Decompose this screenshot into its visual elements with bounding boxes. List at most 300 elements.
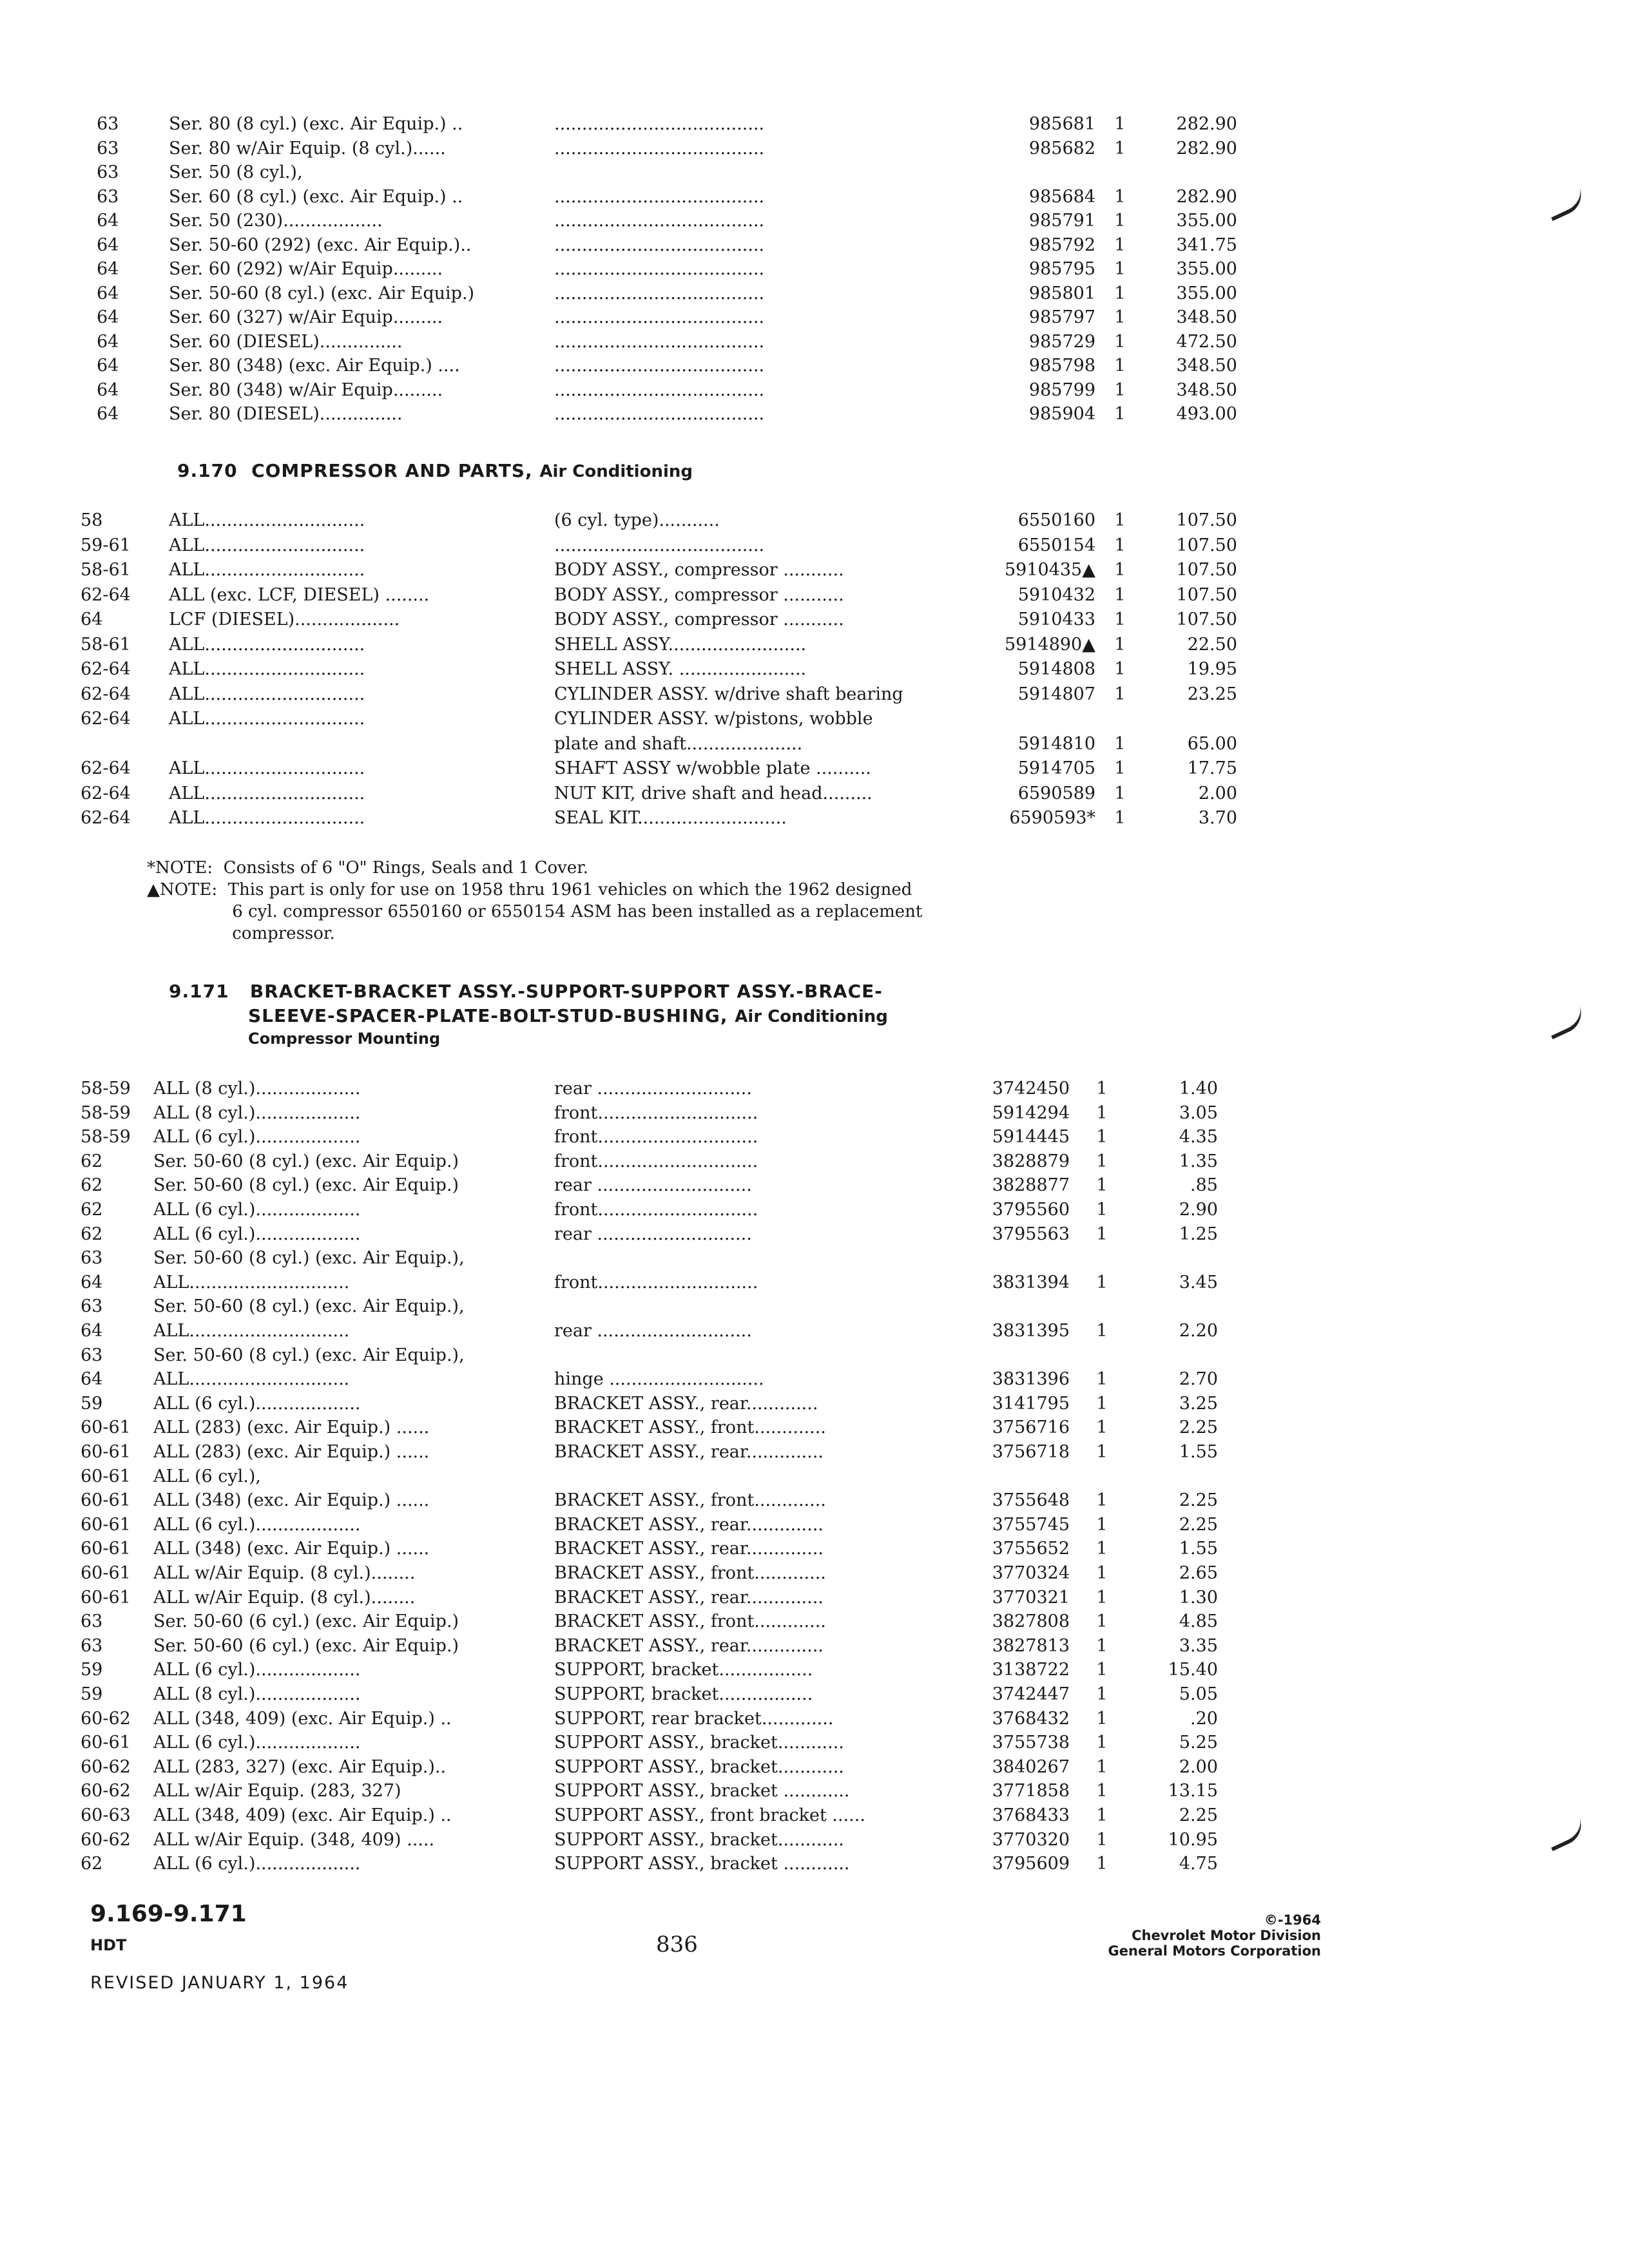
- table-row: [0, 683, 1629, 706]
- price-cell: 2.25: [1179, 1805, 1218, 1825]
- year-cell: 59: [81, 1393, 103, 1414]
- part-number-cell: 3771858: [992, 1781, 1070, 1802]
- price-cell: 5.25: [1179, 1733, 1218, 1753]
- quantity-cell: 1: [1096, 1781, 1108, 1802]
- quantity-cell: 1: [1096, 1733, 1108, 1753]
- part-number-cell: 5914808: [1017, 659, 1095, 679]
- year-cell: 63: [81, 1248, 103, 1269]
- quantity-cell: 1: [1096, 1321, 1108, 1341]
- part-number-cell: 985799: [1028, 380, 1095, 400]
- quantity-cell: 1: [1096, 1805, 1108, 1825]
- part-number-cell: 3828877: [992, 1175, 1070, 1196]
- description-cell: front.............................: [554, 1272, 758, 1293]
- price-cell: 282.90: [1176, 138, 1237, 159]
- price-cell: 348.50: [1176, 380, 1237, 400]
- table-row: [0, 509, 1629, 532]
- year-cell: 64: [81, 1321, 103, 1341]
- price-cell: 493.00: [1176, 404, 1237, 424]
- model-cell: ALL (exc. LCF, DIESEL) ........: [169, 584, 430, 605]
- year-cell: 60-61: [81, 1442, 131, 1462]
- part-number-cell: 985797: [1028, 307, 1095, 327]
- note-line: *NOTE: Consists of 6 "O" Rings, Seals and 1 Cover.: [147, 858, 589, 878]
- model-cell: ALL (348) (exc. Air Equip.) ......: [153, 1490, 430, 1511]
- description-cell: rear ............................: [554, 1175, 752, 1196]
- price-cell: .20: [1190, 1708, 1218, 1729]
- part-number-cell: 6550160: [1017, 510, 1095, 530]
- part-number-cell: 3141795: [992, 1393, 1070, 1414]
- price-cell: 5.05: [1179, 1684, 1218, 1704]
- quantity-cell: 1: [1114, 510, 1126, 530]
- section-number: 9.170: [177, 460, 238, 481]
- description-cell: rear ............................: [554, 1224, 752, 1244]
- year-cell: 60-61: [81, 1733, 131, 1753]
- year-cell: 63: [81, 1611, 103, 1632]
- model-cell: Ser. 50-60 (8 cyl.) (exc. Air Equip.),: [153, 1296, 465, 1317]
- model-cell: ALL.............................: [169, 709, 365, 729]
- description-cell: SEAL KIT...........................: [554, 808, 787, 828]
- table-row: [0, 584, 1629, 607]
- year-cell: 60-61: [81, 1514, 131, 1535]
- quantity-cell: 1: [1114, 307, 1126, 327]
- quantity-cell: 1: [1096, 1151, 1108, 1171]
- table-row: [0, 1731, 1629, 1754]
- price-cell: 3.05: [1179, 1102, 1218, 1123]
- price-cell: 2.65: [1179, 1563, 1218, 1583]
- table-row: [0, 1223, 1629, 1246]
- part-number-cell: 5914705: [1017, 758, 1095, 778]
- model-cell: ALL (348, 409) (exc. Air Equip.) ..: [153, 1805, 452, 1825]
- table-row: [0, 1537, 1629, 1561]
- model-cell: ALL (348) (exc. Air Equip.) ......: [153, 1539, 430, 1559]
- model-cell: Ser. 60 (8 cyl.) (exc. Air Equip.) ..: [169, 186, 463, 207]
- table-row: [0, 161, 1629, 184]
- part-number-cell: 3755738: [992, 1733, 1070, 1753]
- table-row: [0, 1465, 1629, 1488]
- quantity-cell: 1: [1114, 560, 1126, 580]
- description-cell: SUPPORT ASSY., front bracket ......: [554, 1805, 865, 1825]
- year-cell: 63: [81, 1345, 103, 1365]
- description-cell: BRACKET ASSY., rear.............: [554, 1393, 818, 1414]
- model-cell: ALL.............................: [169, 510, 365, 530]
- table-row: [0, 1707, 1629, 1731]
- year-cell: 63: [81, 1296, 103, 1317]
- quantity-cell: 1: [1114, 331, 1126, 352]
- quantity-cell: 1: [1096, 1587, 1108, 1608]
- part-number-cell: 985795: [1028, 259, 1095, 279]
- price-cell: 348.50: [1176, 356, 1237, 376]
- year-cell: 62-64: [81, 584, 131, 605]
- model-cell: Ser. 80 (348) w/Air Equip.........: [169, 380, 443, 400]
- model-cell: ALL (6 cyl.)...................: [153, 1393, 361, 1414]
- quantity-cell: 1: [1114, 380, 1126, 400]
- part-number-cell: 3831395: [992, 1321, 1070, 1341]
- price-cell: 65.00: [1187, 733, 1237, 754]
- model-cell: ALL (6 cyl.)...................: [153, 1224, 361, 1244]
- section-171-heading-line1: [169, 981, 883, 1002]
- description-cell: front.............................: [554, 1127, 758, 1148]
- part-number-cell: 3795563: [992, 1224, 1070, 1244]
- table-row: [0, 1392, 1629, 1416]
- year-cell: 59: [81, 1684, 103, 1704]
- year-cell: 64: [97, 307, 119, 327]
- description-cell: NUT KIT, drive shaft and head.........: [554, 783, 872, 803]
- quantity-cell: 1: [1114, 808, 1126, 828]
- revised-date: REVISED JANUARY 1, 1964: [90, 1973, 349, 1993]
- table-row: [0, 1852, 1629, 1876]
- year-cell: 63: [97, 114, 119, 134]
- model-cell: ALL (6 cyl.)...................: [153, 1127, 361, 1148]
- table-row: [0, 1489, 1629, 1512]
- quantity-cell: 1: [1096, 1175, 1108, 1196]
- year-cell: 60-61: [81, 1539, 131, 1559]
- model-cell: ALL w/Air Equip. (348, 409) .....: [153, 1829, 435, 1850]
- price-cell: 2.00: [1198, 783, 1237, 803]
- part-number-cell: 985729: [1028, 331, 1095, 352]
- table-row: [0, 1635, 1629, 1658]
- year-cell: 64: [97, 283, 119, 303]
- part-number-cell: 5914890▲: [1004, 634, 1095, 655]
- part-number-cell: 5914294: [992, 1102, 1070, 1123]
- quantity-cell: 1: [1114, 783, 1126, 803]
- model-cell: Ser. 50-60 (8 cyl.) (exc. Air Equip.),: [153, 1248, 465, 1269]
- model-cell: ALL (283) (exc. Air Equip.) ......: [153, 1442, 430, 1462]
- part-number-cell: 3756718: [992, 1442, 1070, 1462]
- table-row: [0, 1514, 1629, 1537]
- description-cell: SUPPORT ASSY., bracket............: [554, 1733, 844, 1753]
- quantity-cell: 1: [1114, 684, 1126, 704]
- table-row: [0, 1683, 1629, 1706]
- year-cell: 58: [81, 510, 103, 530]
- description-cell: SUPPORT ASSY., bracket............: [554, 1756, 844, 1777]
- table-row: [0, 234, 1629, 257]
- description-cell: CYLINDER ASSY. w/pistons, wobble: [554, 709, 873, 729]
- model-cell: ALL (6 cyl.)...................: [153, 1200, 361, 1220]
- part-number-cell: 3138722: [992, 1660, 1070, 1680]
- part-number-cell: 3795560: [992, 1200, 1070, 1220]
- description-cell: rear ............................: [554, 1321, 752, 1341]
- part-number-cell: 3770324: [992, 1563, 1070, 1583]
- year-cell: 58-61: [81, 560, 131, 580]
- table-row: [0, 757, 1629, 780]
- part-number-cell: 985801: [1028, 283, 1095, 303]
- year-cell: 60-61: [81, 1490, 131, 1511]
- part-number-cell: 5910433: [1017, 610, 1095, 629]
- part-number-cell: 3840267: [992, 1756, 1070, 1777]
- model-cell: ALL.............................: [169, 634, 365, 655]
- table-row: [0, 1610, 1629, 1633]
- model-cell: ALL.............................: [169, 808, 365, 828]
- part-number-cell: 5914445: [992, 1127, 1070, 1148]
- description-cell: ......................................: [554, 235, 765, 255]
- note-line: ▲NOTE: This part is only for use on 1958 thru 1961 vehicles on which the 1962 designed: [147, 880, 912, 899]
- section-title: COMPRESSOR AND PARTS,: [251, 460, 533, 481]
- quantity-cell: 1: [1096, 1442, 1108, 1462]
- table-row: [0, 282, 1629, 305]
- description-cell: BRACKET ASSY., rear..............: [554, 1587, 824, 1608]
- year-cell: 62: [81, 1175, 103, 1196]
- part-number-cell: 985792: [1028, 235, 1095, 255]
- quantity-cell: 1: [1096, 1660, 1108, 1680]
- price-cell: 17.75: [1187, 758, 1237, 778]
- model-cell: Ser. 80 (DIESEL)...............: [169, 404, 403, 424]
- quantity-cell: 1: [1114, 535, 1126, 555]
- year-cell: 60-63: [81, 1805, 131, 1825]
- year-cell: 62: [81, 1224, 103, 1244]
- table-row: [0, 782, 1629, 805]
- year-cell: 64: [97, 235, 119, 255]
- year-cell: 62-64: [81, 709, 131, 729]
- description-cell: BRACKET ASSY., rear..............: [554, 1635, 824, 1656]
- description-cell: rear ............................: [554, 1079, 752, 1099]
- description-cell: BRACKET ASSY., front.............: [554, 1563, 826, 1583]
- price-cell: 1.40: [1179, 1079, 1218, 1099]
- year-cell: 62: [81, 1151, 103, 1171]
- table-row: [0, 1150, 1629, 1173]
- section-171-heading-line2: [248, 1005, 888, 1026]
- description-cell: SUPPORT, bracket.................: [554, 1660, 813, 1680]
- model-cell: ALL (8 cyl.)...................: [153, 1102, 361, 1123]
- price-cell: 13.15: [1168, 1781, 1218, 1802]
- table-row: [0, 354, 1629, 378]
- model-cell: Ser. 50-60 (6 cyl.) (exc. Air Equip.): [153, 1635, 459, 1656]
- description-cell: front.............................: [554, 1200, 758, 1220]
- table-row: [0, 379, 1629, 402]
- model-cell: ALL.............................: [169, 560, 365, 580]
- quantity-cell: 1: [1096, 1079, 1108, 1099]
- model-cell: Ser. 50-60 (8 cyl.) (exc. Air Equip.): [169, 283, 475, 303]
- year-cell: 64: [97, 380, 119, 400]
- price-cell: 355.00: [1176, 211, 1237, 231]
- description-cell: SHELL ASSY. .......................: [554, 659, 807, 679]
- model-cell: Ser. 80 (348) (exc. Air Equip.) ....: [169, 356, 460, 376]
- description-cell: BODY ASSY., compressor ...........: [554, 584, 844, 605]
- part-number-cell: 3755745: [992, 1514, 1070, 1535]
- part-number-cell: 985681: [1028, 114, 1095, 134]
- model-cell: ALL (283, 327) (exc. Air Equip.)..: [153, 1756, 447, 1777]
- year-cell: 60-62: [81, 1781, 131, 1802]
- part-number-cell: 3755648: [992, 1490, 1070, 1511]
- section-range: 9.169-9.171: [90, 1901, 247, 1927]
- price-cell: 2.00: [1179, 1756, 1218, 1777]
- hdt-label: HDT: [90, 1936, 127, 1954]
- table-row: [0, 733, 1629, 756]
- price-cell: .85: [1190, 1175, 1218, 1196]
- price-cell: 22.50: [1187, 634, 1237, 655]
- table-row: [0, 403, 1629, 426]
- quantity-cell: 1: [1096, 1684, 1108, 1704]
- model-cell: ALL (8 cyl.)...................: [153, 1079, 361, 1099]
- quantity-cell: 1: [1114, 186, 1126, 207]
- price-cell: 2.70: [1179, 1369, 1218, 1390]
- model-cell: ALL w/Air Equip. (8 cyl.)........: [153, 1587, 416, 1608]
- year-cell: 58-59: [81, 1102, 131, 1123]
- part-number-cell: 3770320: [992, 1829, 1070, 1850]
- part-number-cell: 3827813: [992, 1635, 1070, 1656]
- description-cell: SUPPORT ASSY., bracket ............: [554, 1854, 850, 1874]
- model-cell: ALL.............................: [169, 684, 365, 704]
- price-cell: 3.25: [1179, 1393, 1218, 1414]
- year-cell: 64: [81, 1369, 103, 1390]
- model-cell: ALL (6 cyl.),: [153, 1466, 261, 1486]
- description-cell: ......................................: [554, 535, 765, 555]
- part-number-cell: 3795609: [992, 1854, 1070, 1874]
- model-cell: ALL (283) (exc. Air Equip.) ......: [153, 1418, 430, 1438]
- description-cell: BRACKET ASSY., rear..............: [554, 1514, 824, 1535]
- year-cell: 62: [81, 1200, 103, 1220]
- quantity-cell: 1: [1096, 1490, 1108, 1511]
- quantity-cell: 1: [1114, 610, 1126, 629]
- quantity-cell: 1: [1096, 1102, 1108, 1123]
- model-cell: ALL (6 cyl.)...................: [153, 1660, 361, 1680]
- year-cell: 59-61: [81, 535, 131, 555]
- model-cell: Ser. 80 (8 cyl.) (exc. Air Equip.) ..: [169, 114, 463, 134]
- table-row: [0, 1780, 1629, 1803]
- model-cell: Ser. 50 (8 cyl.),: [169, 162, 303, 182]
- quantity-cell: 1: [1114, 758, 1126, 778]
- table-row: [0, 1295, 1629, 1318]
- year-cell: 62-64: [81, 808, 131, 828]
- year-cell: 60-62: [81, 1708, 131, 1729]
- description-cell: ......................................: [554, 356, 765, 376]
- part-number-cell: 5914810: [1017, 733, 1095, 754]
- price-cell: 341.75: [1176, 235, 1237, 255]
- model-cell: Ser. 50-60 (8 cyl.) (exc. Air Equip.): [153, 1151, 459, 1171]
- quantity-cell: 1: [1096, 1708, 1108, 1729]
- part-number-cell: 6590589: [1017, 783, 1095, 803]
- description-cell: (6 cyl. type)...........: [554, 510, 720, 530]
- price-cell: 348.50: [1176, 307, 1237, 327]
- price-cell: 3.70: [1198, 808, 1237, 828]
- year-cell: 63: [81, 1635, 103, 1656]
- table-row: [0, 1441, 1629, 1464]
- division: Chevrolet Motor Division: [1132, 1928, 1321, 1943]
- section-170-heading: [177, 460, 693, 481]
- price-cell: 107.50: [1176, 535, 1237, 555]
- quantity-cell: 1: [1096, 1200, 1108, 1220]
- page-number: 836: [656, 1932, 698, 1957]
- price-cell: 3.35: [1179, 1635, 1218, 1656]
- year-cell: 64: [97, 259, 119, 279]
- quantity-cell: 1: [1096, 1369, 1108, 1390]
- year-cell: 64: [97, 404, 119, 424]
- description-cell: SHAFT ASSY w/wobble plate ..........: [554, 758, 871, 778]
- description-cell: ......................................: [554, 138, 765, 159]
- price-cell: 355.00: [1176, 283, 1237, 303]
- section-title-line2: SLEEVE-SPACER-PLATE-BOLT-STUD-BUSHING,: [248, 1005, 728, 1026]
- table-row: [0, 1368, 1629, 1391]
- description-cell: SUPPORT, rear bracket.............: [554, 1708, 834, 1729]
- table-row: [0, 1756, 1629, 1779]
- table-row: [0, 1077, 1629, 1100]
- description-cell: BRACKET ASSY., front.............: [554, 1490, 826, 1511]
- table-row: [0, 1126, 1629, 1149]
- price-cell: 107.50: [1176, 560, 1237, 580]
- part-number-cell: 985798: [1028, 356, 1095, 376]
- quantity-cell: 1: [1096, 1611, 1108, 1632]
- model-cell: ALL.............................: [169, 535, 365, 555]
- section-title-line1: BRACKET-BRACKET ASSY.-SUPPORT-SUPPORT ASSY.-BRACE-: [249, 981, 883, 1002]
- year-cell: 59: [81, 1660, 103, 1680]
- description-cell: ......................................: [554, 331, 765, 352]
- part-number-cell: 3768432: [992, 1708, 1070, 1729]
- model-cell: ALL.............................: [153, 1369, 350, 1390]
- part-number-cell: 5910435▲: [1004, 560, 1095, 580]
- model-cell: ALL w/Air Equip. (8 cyl.)........: [153, 1563, 416, 1583]
- quantity-cell: 1: [1114, 634, 1126, 655]
- price-cell: 282.90: [1176, 114, 1237, 134]
- description-cell: BRACKET ASSY., front.............: [554, 1418, 826, 1438]
- model-cell: ALL.............................: [169, 783, 365, 803]
- description-cell: CYLINDER ASSY. w/drive shaft bearing: [554, 684, 903, 704]
- year-cell: 63: [97, 138, 119, 159]
- note-line: 6 cyl. compressor 6550160 or 6550154 ASM has been installed as a replacement: [147, 902, 923, 921]
- table-row: [0, 1271, 1629, 1294]
- description-cell: SUPPORT, bracket.................: [554, 1684, 813, 1704]
- price-cell: 4.75: [1179, 1854, 1218, 1874]
- price-cell: 15.40: [1168, 1660, 1218, 1680]
- quantity-cell: 1: [1096, 1127, 1108, 1148]
- part-number-cell: 3827808: [992, 1611, 1070, 1632]
- price-cell: 107.50: [1176, 610, 1237, 629]
- price-cell: 4.85: [1179, 1611, 1218, 1632]
- model-cell: ALL (348, 409) (exc. Air Equip.) ..: [153, 1708, 452, 1729]
- quantity-cell: 1: [1114, 211, 1126, 231]
- quantity-cell: 1: [1096, 1418, 1108, 1438]
- part-number-cell: 985904: [1028, 404, 1095, 424]
- price-cell: 355.00: [1176, 259, 1237, 279]
- price-cell: 2.20: [1179, 1321, 1218, 1341]
- year-cell: 62-64: [81, 783, 131, 803]
- quantity-cell: 1: [1114, 733, 1126, 754]
- price-cell: 107.50: [1176, 584, 1237, 605]
- year-cell: 64: [81, 1272, 103, 1293]
- model-cell: Ser. 50-60 (8 cyl.) (exc. Air Equip.): [153, 1175, 459, 1196]
- corporation: General Motors Corporation: [1108, 1943, 1321, 1959]
- year-cell: 64: [97, 331, 119, 352]
- model-cell: Ser. 60 (292) w/Air Equip.........: [169, 259, 443, 279]
- section-171-subtitle: Compressor Mounting: [248, 1030, 441, 1048]
- description-cell: SHELL ASSY.........................: [554, 634, 807, 655]
- quantity-cell: 1: [1096, 1756, 1108, 1777]
- part-number-cell: 3742450: [992, 1079, 1070, 1099]
- model-cell: ALL.............................: [153, 1321, 350, 1341]
- description-cell: ......................................: [554, 114, 765, 134]
- description-cell: ......................................: [554, 211, 765, 231]
- quantity-cell: 1: [1114, 404, 1126, 424]
- price-cell: 2.25: [1179, 1490, 1218, 1511]
- year-cell: 64: [97, 211, 119, 231]
- quantity-cell: 1: [1114, 283, 1126, 303]
- description-cell: BODY ASSY., compressor ...........: [554, 610, 844, 629]
- model-cell: ALL (6 cyl.)...................: [153, 1854, 361, 1874]
- part-number-cell: 985791: [1028, 211, 1095, 231]
- year-cell: 60-62: [81, 1756, 131, 1777]
- year-cell: 58-59: [81, 1127, 131, 1148]
- price-cell: 1.30: [1179, 1587, 1218, 1608]
- table-row: [0, 1174, 1629, 1197]
- copyright: ©-1964: [1264, 1912, 1321, 1928]
- price-cell: 2.90: [1179, 1200, 1218, 1220]
- section-subtitle: Air Conditioning: [539, 462, 693, 481]
- part-number-cell: 985682: [1028, 138, 1095, 159]
- price-cell: 4.35: [1179, 1127, 1218, 1148]
- price-cell: 107.50: [1176, 510, 1237, 530]
- table-row: [0, 1247, 1629, 1270]
- part-number-cell: 6550154: [1017, 535, 1095, 555]
- table-row: [0, 807, 1629, 830]
- price-cell: 1.55: [1179, 1539, 1218, 1559]
- part-number-cell: 5910432: [1017, 584, 1095, 605]
